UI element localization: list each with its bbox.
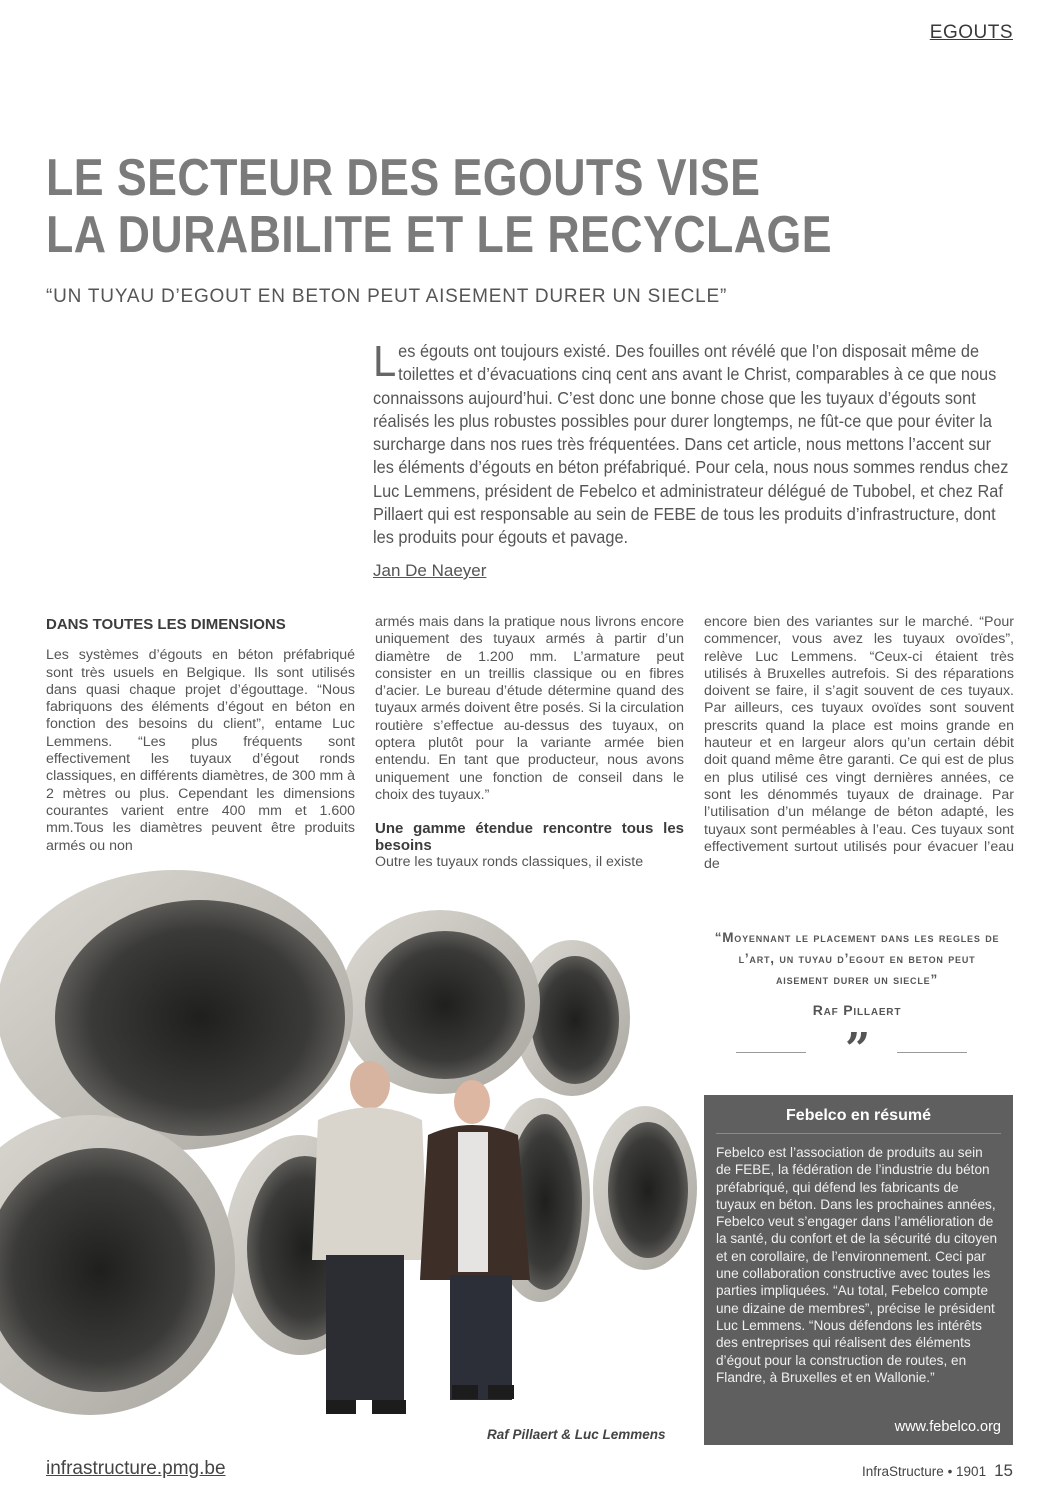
magazine-issue: InfraStructure • 1901: [862, 1464, 987, 1479]
drop-cap: L: [373, 337, 397, 386]
summary-link[interactable]: www.febelco.org: [894, 1419, 1001, 1435]
intro-text: es égouts ont toujours existé. Des fouilles ont révélé que l’on disposait même de toilettes et d’évacuations cinq cent ans avant le Christ, comparables à ce que nous connaissons aujourd’hui. C’est donc une bonne chose que les tuyaux d’égouts sont réalisés les plus robustes possibles pour durer longtemps, ne fût-ce que pour éviter la surcharge dans nos rues très fréquentées. Dans cet article, nous mettons l’accent sur les éléments d’égouts en béton préfabriqué. Pour cela, nous nous sommes rendus chez Luc Lemmens, président de Febelco et administrateur délégué de Tubobel, et chez Raf Pillaert qui est responsable au sein de FEBE de tous les produits d’infrastructure, dont les produits pour égouts et pavage.: [373, 341, 1009, 548]
quote-mark-icon: ”: [845, 1024, 871, 1075]
section-tag: EGOUTS: [929, 22, 1013, 43]
article-title: [46, 149, 832, 264]
column-text: encore bien des variantes sur le marché. “Pour commencer, vous avez les tuyaux ovoïdes”, relève Luc Lemmens. “Ceux-ci étaient très utilisés à Bruxelles autrefois. Si des réparations doivent se faire, il s’agit souvent de ces tuyaux. Par ailleurs, ces tuyaux ovoïdes sont souvent prescrits quand la place est moins grande en hauteur et en largeur alors qu’un certain débit doit quand même être garanti. Ce qui est de plus en plus utilisé ces vingt dernières années, ce sont les dénommés tuyaux de drainage. Par l’utilisation d’un mélange de béton adapté, les tuyaux sont perméables à l’eau. Ces tuyaux sont effectivement surtout utilisés pour évacuer l’eau de: [704, 614, 1014, 873]
pipe: [593, 1106, 697, 1270]
column-text: Les systèmes d’égouts en béton préfabriqué sont très usuels en Belgique. Ils sont utilisés dans quasi chaque projet d’égouttage. “Nous fabriquons des éléments d’égout en béton en fonction des besoins du client”, entame Luc Lemmens. “Les plus fréquents sont effectivement les tuyaux d’égout ronds classiques, en différents diamètres, de 300 mm à 2 mètres ou plus. Cependant les dimensions courantes varient entre 400 mm et 1.600 mm.Tous les diamètres peuvent être produits armés ou non: [46, 647, 355, 854]
column-text-continued: Outre les tuyaux ronds classiques, il existe: [375, 854, 644, 871]
photo-caption: Raf Pillaert & Luc Lemmens: [487, 1427, 666, 1442]
divider: [897, 1052, 967, 1053]
summary-box: [704, 1095, 1013, 1445]
pipe: [0, 1115, 235, 1415]
page-number: 15: [994, 1461, 1013, 1480]
subsection-heading: Une gamme étendue rencontre tous les besoins: [375, 820, 684, 855]
pipes-photo: [0, 870, 700, 1460]
section-heading: DANS TOUTES LES DIMENSIONS: [46, 616, 286, 633]
column-2: [375, 614, 684, 872]
pipe: [0, 870, 353, 1150]
footer-website-link[interactable]: infrastructure.pmg.be: [46, 1458, 226, 1479]
person-raf-pillaert: [312, 1061, 428, 1414]
title-line-1: LE SECTEUR DES EGOUTS VISE: [46, 149, 761, 207]
column-1: [46, 614, 355, 855]
summary-title: Febelco en résumé: [716, 1107, 1001, 1134]
title-line-2: LA DURABILITE ET LE RECYCLAGE: [46, 206, 832, 264]
article-subtitle: “UN TUYAU D’EGOUT EN BETON PEUT AISEMENT DURER UN SIECLE”: [46, 286, 728, 307]
footer-page-info: [862, 1461, 1013, 1481]
author-byline[interactable]: Jan De Naeyer: [373, 561, 487, 580]
summary-text: Febelco est l’association de produits au sein de FEBE, la fédération de l’industrie du béton préfabriqué, qui défend les fabricants de tuyaux en béton. Dans les prochaines années, Febelco veut s’engager dans l’amélioration de la santé, du confort et de la sécurité du citoyen et en corollaire, de l’environnement. Ceci par une collaboration constructive avec toutes les parties impliquées. “Au total, Febelco compte une dizaine de membres”, précise le président Luc Lemmens. “Nous défendons les intérêts des entreprises qui réalisent des éléments d’égout pour la construction de routes, en Flandre, à Bruxelles et en Wallonie.”: [716, 1145, 998, 1385]
column-text: armés mais dans la pratique nous livrons encore uniquement des tuyaux armés à partir d’un diamètre de 1.200 mm. L’armature peut consister en un treillis classique ou en fibres d’acier. Le bureau d’étude détermine quand des tuyaux armés doivent être posés. Si la circulation routière s’effectue au-dessus des tuyaux, on optera plutôt pour la variante armée bien entendu. En tant que producteur, nous avons uniquement une fonction de conseil dans le choix des tuyaux.”: [375, 614, 684, 803]
pull-quote: “Moyennant le placement dans les regles de l’art, un tuyau d’egout en beton peut aisement durer un siecle”: [714, 930, 1000, 987]
divider: [736, 1052, 806, 1053]
column-3: [704, 614, 1014, 873]
intro-paragraph: [373, 337, 1015, 550]
pull-quote-author: Raf Pillaert: [812, 1002, 902, 1018]
